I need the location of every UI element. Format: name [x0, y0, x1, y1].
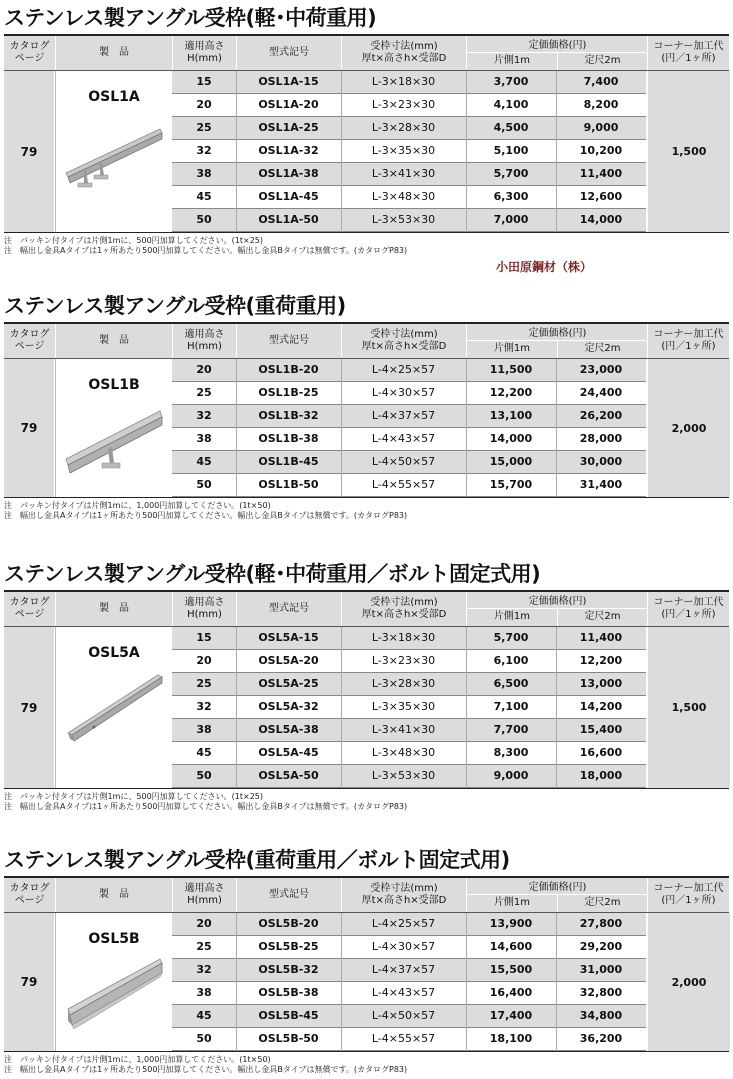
- product-section: [0, 4, 733, 274]
- height-cell: 38: [196, 723, 212, 736]
- header-height: 適用高さ H(mm): [172, 36, 236, 70]
- price-standard-cell: 14,000: [579, 213, 623, 226]
- dimension-cell: L-4×37×57: [371, 409, 436, 422]
- column-divider: [341, 71, 342, 232]
- model-code-cell: OSL5B-20: [258, 917, 319, 930]
- price-one-side-cell: 4,500: [493, 121, 529, 134]
- price-one-side-cell: 7,700: [493, 723, 529, 736]
- header-price-title: 定価価格(円): [528, 328, 587, 339]
- model-code-cell: OSL1A-25: [258, 121, 319, 134]
- price-standard-cell: 8,200: [583, 98, 619, 111]
- price-standard-cell: 31,400: [579, 478, 623, 491]
- section-title: ステンレス製アングル受枠(重荷重用): [4, 294, 346, 318]
- height-cell: 50: [196, 213, 212, 226]
- product-model-name: OSL5B: [88, 931, 140, 947]
- model-code-cell: OSL5A-45: [258, 746, 319, 759]
- note-line: 注 パッキン付タイプは片側1mに、500円加算してください。(1t×25): [4, 236, 264, 245]
- model-code-cell: OSL1B-45: [258, 455, 319, 468]
- corner-fee-cell: 1,500: [647, 71, 730, 232]
- table-bottom-border: [4, 1051, 729, 1052]
- model-code-cell: OSL1B-20: [258, 363, 319, 376]
- model-code-cell: OSL5A-20: [258, 654, 319, 667]
- table-row: [172, 1005, 646, 1028]
- price-one-side-cell: 7,100: [493, 700, 529, 713]
- product-image: [64, 399, 164, 483]
- header-model-code: 型式記号: [236, 36, 341, 70]
- price-table: [4, 34, 729, 233]
- table-row: [172, 719, 646, 742]
- table-row: [172, 451, 646, 474]
- price-one-side-cell: 6,500: [493, 677, 529, 690]
- product-cell: [55, 71, 173, 232]
- header-price-one-side: 片側1m: [493, 611, 531, 622]
- product-section: [0, 846, 733, 1079]
- table-body: [4, 627, 729, 788]
- model-code-cell: OSL5B-32: [258, 963, 319, 976]
- catalog-page-cell: 79: [4, 71, 54, 232]
- header-dimensions-title: 受枠寸法(mm): [370, 883, 438, 894]
- dimension-cell: L-3×28×30: [371, 121, 436, 134]
- table-row: [172, 117, 646, 140]
- price-standard-cell: 15,400: [579, 723, 623, 736]
- note-line: 注 パッキン付タイプは片側1mに、500円加算してください。(1t×25): [4, 792, 264, 801]
- model-code-cell: OSL1A-45: [258, 190, 319, 203]
- model-code-cell: OSL1B-50: [258, 478, 319, 491]
- height-cell: 32: [196, 700, 212, 713]
- price-one-side-cell: 15,500: [489, 963, 533, 976]
- price-one-side-cell: 12,200: [489, 386, 533, 399]
- table-row: [172, 742, 646, 765]
- product-section: [0, 560, 733, 816]
- price-standard-cell: 18,000: [579, 769, 623, 782]
- price-one-side-cell: 14,000: [489, 432, 533, 445]
- price-standard-cell: 11,400: [579, 167, 623, 180]
- corner-fee-cell: 2,000: [647, 359, 730, 497]
- height-cell: 25: [196, 677, 212, 690]
- model-code-cell: OSL5A-38: [258, 723, 319, 736]
- height-cell: 38: [196, 986, 212, 999]
- table-row: [172, 405, 646, 428]
- dimension-cell: L-3×48×30: [371, 746, 436, 759]
- price-one-side-cell: 5,100: [493, 144, 529, 157]
- note-line: 注 幅出し金具Aタイプは1ヶ所あたり500円加算してください。幅出し金具Bタイプは無償です。(カタログP83): [4, 511, 408, 520]
- price-one-side-cell: 7,000: [493, 213, 529, 226]
- note-line: 注 パッキン付タイプは片側1mに、1,000円加算してください。(1t×50): [4, 1055, 271, 1064]
- header-price-standard: 定尺2m: [584, 897, 621, 908]
- table-row: [172, 186, 646, 209]
- height-cell: 45: [196, 455, 212, 468]
- dimension-cell: L-4×43×57: [371, 986, 436, 999]
- product-model-name: OSL1A: [88, 89, 140, 105]
- height-cell: 32: [196, 409, 212, 422]
- header-product: 製 品: [55, 36, 172, 70]
- table-body: [4, 71, 729, 232]
- header-price-title: 定価価格(円): [528, 882, 587, 893]
- price-one-side-cell: 4,100: [493, 98, 529, 111]
- price-standard-cell: 12,200: [579, 654, 623, 667]
- price-standard-cell: 28,000: [579, 432, 623, 445]
- dimension-cell: L-3×48×30: [371, 190, 436, 203]
- price-standard-cell: 23,000: [579, 363, 623, 376]
- height-cell: 20: [196, 98, 212, 111]
- height-cell: 32: [196, 144, 212, 157]
- table-bottom-border: [4, 497, 729, 498]
- price-standard-cell: 26,200: [579, 409, 623, 422]
- product-section: [0, 292, 733, 525]
- header-price-title: 定価価格(円): [528, 40, 587, 51]
- section-title: ステンレス製アングル受枠(軽･中荷重用／ボルト固定式用): [4, 562, 541, 586]
- model-code-cell: OSL5B-45: [258, 1009, 319, 1022]
- catalog-page-cell: 79: [4, 359, 54, 497]
- column-divider: [236, 359, 237, 497]
- section-title: ステンレス製アングル受枠(軽･中荷重用): [4, 6, 377, 30]
- price-one-side-cell: 14,600: [489, 940, 533, 953]
- header-dimensions: [341, 36, 466, 70]
- header-corner: コーナー加工代 (円／1ヶ所): [647, 592, 729, 626]
- product-image: [64, 667, 164, 751]
- height-cell: 45: [196, 1009, 212, 1022]
- price-one-side-cell: 17,400: [489, 1009, 533, 1022]
- table-row: [172, 209, 646, 232]
- price-standard-cell: 7,400: [583, 75, 619, 88]
- table-row: [172, 650, 646, 673]
- height-cell: 50: [196, 769, 212, 782]
- price-standard-cell: 11,400: [579, 631, 623, 644]
- price-standard-cell: 32,800: [579, 986, 623, 999]
- model-code-cell: OSL5B-38: [258, 986, 319, 999]
- height-cell: 38: [196, 167, 212, 180]
- header-model-code: 型式記号: [236, 878, 341, 912]
- header-dimensions-title: 受枠寸法(mm): [370, 597, 438, 608]
- column-divider: [556, 627, 557, 788]
- price-standard-cell: 34,800: [579, 1009, 623, 1022]
- price-standard-cell: 29,200: [579, 940, 623, 953]
- header-height: 適用高さ H(mm): [172, 592, 236, 626]
- height-cell: 50: [196, 478, 212, 491]
- price-standard-cell: 30,000: [579, 455, 623, 468]
- product-cell: [55, 359, 173, 497]
- height-cell: 25: [196, 386, 212, 399]
- price-one-side-cell: 5,700: [493, 631, 529, 644]
- dimension-cell: L-4×50×57: [371, 1009, 436, 1022]
- header-dimensions-title: 受枠寸法(mm): [370, 41, 438, 52]
- header-price: [466, 324, 647, 358]
- header-product: 製 品: [55, 324, 172, 358]
- section-notes: [4, 501, 407, 521]
- section-title: ステンレス製アングル受枠(重荷重用／ボルト固定式用): [4, 848, 510, 872]
- height-cell: 20: [196, 654, 212, 667]
- height-cell: 20: [196, 363, 212, 376]
- section-notes: [4, 1055, 407, 1075]
- table-header: [4, 324, 729, 359]
- height-cell: 20: [196, 917, 212, 930]
- dimension-cell: L-4×25×57: [371, 363, 436, 376]
- corner-fee-cell: 1,500: [647, 627, 730, 788]
- header-dimensions: [341, 878, 466, 912]
- price-one-side-cell: 3,700: [493, 75, 529, 88]
- header-dimensions-sub: 厚t×高さh×受部D: [361, 609, 447, 620]
- model-code-cell: OSL5A-32: [258, 700, 319, 713]
- section-notes: [4, 236, 407, 256]
- column-divider: [556, 359, 557, 497]
- table-row: [172, 474, 646, 497]
- table-row: [172, 913, 646, 936]
- dimension-cell: L-3×18×30: [371, 631, 436, 644]
- column-divider: [466, 71, 467, 232]
- header-price: [466, 36, 647, 70]
- model-code-cell: OSL5A-50: [258, 769, 319, 782]
- column-divider: [341, 627, 342, 788]
- price-one-side-cell: 5,700: [493, 167, 529, 180]
- note-line: 注 幅出し金具Aタイプは1ヶ所あたり500円加算してください。幅出し金具Bタイプは無償です。(カタログP83): [4, 246, 408, 255]
- table-row: [172, 71, 646, 94]
- model-code-cell: OSL5B-50: [258, 1032, 319, 1045]
- price-standard-cell: 14,200: [579, 700, 623, 713]
- model-code-cell: OSL5A-15: [258, 631, 319, 644]
- header-price-one-side: 片側1m: [493, 55, 531, 66]
- height-cell: 45: [196, 746, 212, 759]
- header-price-standard: 定尺2m: [584, 343, 621, 354]
- price-one-side-cell: 15,700: [489, 478, 533, 491]
- price-standard-cell: 36,200: [579, 1032, 623, 1045]
- dimension-cell: L-4×25×57: [371, 917, 436, 930]
- height-cell: 25: [196, 121, 212, 134]
- height-cell: 15: [196, 75, 212, 88]
- header-price-one-side: 片側1m: [493, 897, 531, 908]
- header-catalog-page: カタログ ページ: [9, 597, 50, 620]
- price-one-side-cell: 6,100: [493, 654, 529, 667]
- header-dimensions-sub: 厚t×高さh×受部D: [361, 53, 447, 64]
- product-cell: [55, 913, 173, 1051]
- header-corner: コーナー加工代 (円／1ヶ所): [647, 324, 729, 358]
- price-table: [4, 322, 729, 498]
- dimension-cell: L-4×55×57: [371, 478, 436, 491]
- header-price: [466, 878, 647, 912]
- dimension-cell: L-4×30×57: [371, 386, 436, 399]
- header-price-one-side: 片側1m: [493, 343, 531, 354]
- height-cell: 32: [196, 963, 212, 976]
- column-divider: [556, 71, 557, 232]
- table-row: [172, 382, 646, 405]
- dimension-cell: L-3×23×30: [371, 654, 436, 667]
- dimension-cell: L-4×30×57: [371, 940, 436, 953]
- dimension-cell: L-3×18×30: [371, 75, 436, 88]
- header-price-standard: 定尺2m: [584, 611, 621, 622]
- header-dimensions: [341, 324, 466, 358]
- note-line: 注 幅出し金具Aタイプは1ヶ所あたり500円加算してください。幅出し金具Bタイプは無償です。(カタログP83): [4, 1065, 408, 1074]
- price-one-side-cell: 8,300: [493, 746, 529, 759]
- header-dimensions-sub: 厚t×高さh×受部D: [361, 341, 447, 352]
- price-one-side-cell: 6,300: [493, 190, 529, 203]
- price-one-side-cell: 18,100: [489, 1032, 533, 1045]
- dimension-cell: L-3×35×30: [371, 700, 436, 713]
- price-standard-cell: 31,000: [579, 963, 623, 976]
- column-divider: [556, 913, 557, 1051]
- table-row: [172, 163, 646, 186]
- table-row: [172, 428, 646, 451]
- price-one-side-cell: 15,000: [489, 455, 533, 468]
- column-divider: [341, 359, 342, 497]
- dimension-cell: L-3×53×30: [371, 213, 436, 226]
- table-row: [172, 936, 646, 959]
- section-notes: [4, 792, 407, 812]
- model-code-cell: OSL1A-38: [258, 167, 319, 180]
- note-line: 注 幅出し金具Aタイプは1ヶ所あたり500円加算してください。幅出し金具Bタイプは無償です。(カタログP83): [4, 802, 408, 811]
- header-corner: コーナー加工代 (円／1ヶ所): [647, 878, 729, 912]
- height-cell: 50: [196, 1032, 212, 1045]
- model-code-cell: OSL1B-38: [258, 432, 319, 445]
- model-code-cell: OSL1A-32: [258, 144, 319, 157]
- table-row: [172, 359, 646, 382]
- table-body: [4, 913, 729, 1051]
- header-price: [466, 592, 647, 626]
- column-divider: [236, 627, 237, 788]
- header-catalog-page: カタログ ページ: [9, 41, 50, 64]
- header-dimensions: [341, 592, 466, 626]
- table-row: [172, 765, 646, 788]
- column-divider: [236, 71, 237, 232]
- dimension-cell: L-3×41×30: [371, 167, 436, 180]
- price-standard-cell: 12,600: [579, 190, 623, 203]
- dimension-cell: L-3×53×30: [371, 769, 436, 782]
- model-code-cell: OSL1B-25: [258, 386, 319, 399]
- price-table: [4, 590, 729, 789]
- column-divider: [466, 359, 467, 497]
- corner-fee-cell: 2,000: [647, 913, 730, 1051]
- height-cell: 38: [196, 432, 212, 445]
- table-bottom-border: [4, 788, 729, 789]
- table-row: [172, 1028, 646, 1051]
- price-standard-cell: 9,000: [583, 121, 619, 134]
- header-price-title: 定価価格(円): [528, 596, 587, 607]
- dimension-cell: L-4×43×57: [371, 432, 436, 445]
- price-standard-cell: 13,000: [579, 677, 623, 690]
- price-standard-cell: 27,800: [579, 917, 623, 930]
- dimension-cell: L-3×35×30: [371, 144, 436, 157]
- table-row: [172, 627, 646, 650]
- table-row: [172, 982, 646, 1005]
- header-dimensions-sub: 厚t×高さh×受部D: [361, 895, 447, 906]
- product-image: [64, 953, 164, 1037]
- table-row: [172, 140, 646, 163]
- header-corner: コーナー加工代 (円／1ヶ所): [647, 36, 729, 70]
- dimension-cell: L-3×28×30: [371, 677, 436, 690]
- dimension-cell: L-4×50×57: [371, 455, 436, 468]
- product-model-name: OSL5A: [88, 645, 140, 661]
- price-one-side-cell: 13,100: [489, 409, 533, 422]
- model-code-cell: OSL1A-15: [258, 75, 319, 88]
- model-code-cell: OSL1A-50: [258, 213, 319, 226]
- table-header: [4, 592, 729, 627]
- table-body: [4, 359, 729, 497]
- dimension-cell: L-4×37×57: [371, 963, 436, 976]
- table-row: [172, 94, 646, 117]
- header-price-standard: 定尺2m: [584, 55, 621, 66]
- price-one-side-cell: 13,900: [489, 917, 533, 930]
- price-one-side-cell: 16,400: [489, 986, 533, 999]
- header-product: 製 品: [55, 592, 172, 626]
- header-model-code: 型式記号: [236, 592, 341, 626]
- table-row: [172, 696, 646, 719]
- model-code-cell: OSL1A-20: [258, 98, 319, 111]
- table-row: [172, 959, 646, 982]
- table-header: [4, 878, 729, 913]
- product-cell: [55, 627, 173, 788]
- header-height: 適用高さ H(mm): [172, 878, 236, 912]
- product-model-name: OSL1B: [88, 377, 140, 393]
- dimension-cell: L-3×23×30: [371, 98, 436, 111]
- price-standard-cell: 10,200: [579, 144, 623, 157]
- note-line: 注 パッキン付タイプは片側1mに、1,000円加算してください。(1t×50): [4, 501, 271, 510]
- column-divider: [466, 627, 467, 788]
- price-standard-cell: 16,600: [579, 746, 623, 759]
- company-name: 小田原鋼材（株）: [496, 260, 593, 274]
- column-divider: [466, 913, 467, 1051]
- column-divider: [236, 913, 237, 1051]
- product-image: [64, 111, 164, 195]
- dimension-cell: L-3×41×30: [371, 723, 436, 736]
- header-dimensions-title: 受枠寸法(mm): [370, 329, 438, 340]
- price-one-side-cell: 9,000: [493, 769, 529, 782]
- price-one-side-cell: 11,500: [489, 363, 533, 376]
- height-cell: 25: [196, 940, 212, 953]
- model-code-cell: OSL5B-25: [258, 940, 319, 953]
- dimension-cell: L-4×55×57: [371, 1032, 436, 1045]
- table-row: [172, 673, 646, 696]
- header-catalog-page: カタログ ページ: [9, 329, 50, 352]
- header-product: 製 品: [55, 878, 172, 912]
- table-header: [4, 36, 729, 71]
- catalog-page-cell: 79: [4, 913, 54, 1051]
- height-cell: 15: [196, 631, 212, 644]
- price-standard-cell: 24,400: [579, 386, 623, 399]
- model-code-cell: OSL1B-32: [258, 409, 319, 422]
- header-catalog-page: カタログ ページ: [9, 883, 50, 906]
- height-cell: 45: [196, 190, 212, 203]
- table-bottom-border: [4, 232, 729, 233]
- column-divider: [341, 913, 342, 1051]
- header-model-code: 型式記号: [236, 324, 341, 358]
- price-table: [4, 876, 729, 1052]
- catalog-page-cell: 79: [4, 627, 54, 788]
- model-code-cell: OSL5A-25: [258, 677, 319, 690]
- header-height: 適用高さ H(mm): [172, 324, 236, 358]
